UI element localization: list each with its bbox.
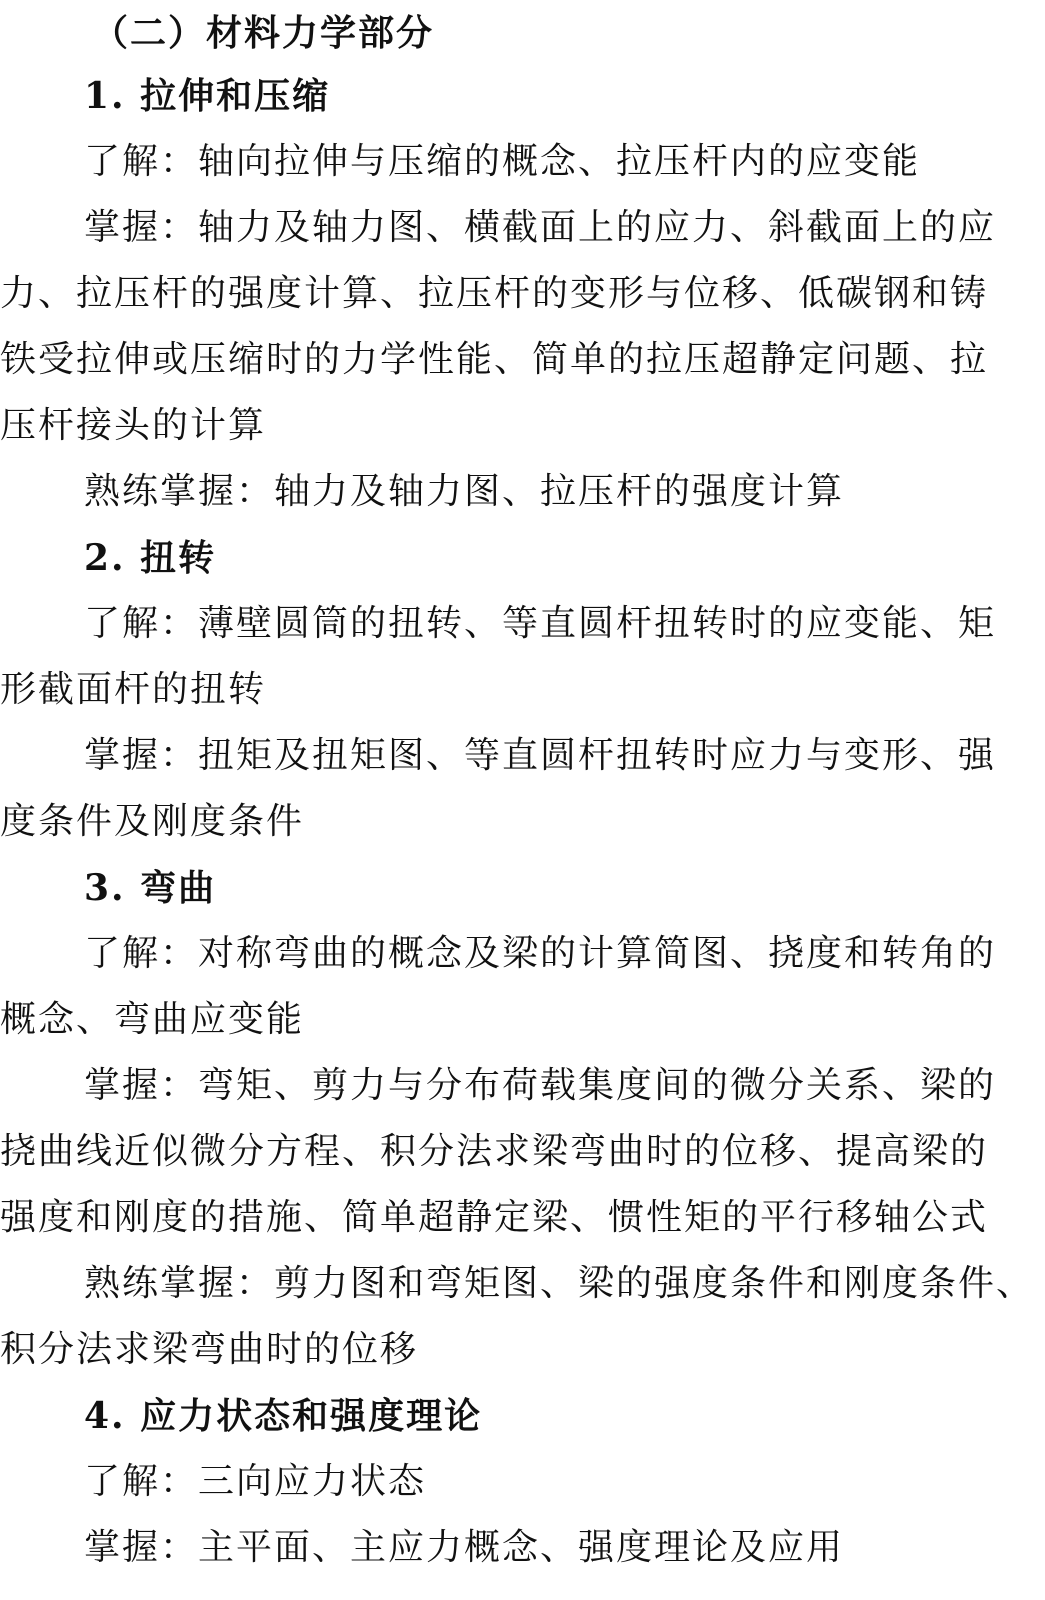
topic-1-line-4: 铁受拉伸或压缩时的力学性能、简单的拉压超静定问题、拉 [0,339,989,380]
topic-4-heading: 4. 应力状态和强度理论 [84,1395,483,1437]
topic-1-line-2: 掌握：轴力及轴力图、横截面上的应力、斜截面上的应 [84,207,997,248]
topic-1-line-6: 熟练掌握：轴力及轴力图、拉压杆的强度计算 [84,471,845,512]
topic-1-line-3: 力、拉压杆的强度计算、拉压杆的变形与位移、低碳钢和铸 [0,273,989,314]
topic-3-line-3: 掌握：弯矩、剪力与分布荷载集度间的微分关系、梁的 [84,1065,997,1106]
topic-3-line-5: 强度和刚度的措施、简单超静定梁、惯性矩的平行移轴公式 [0,1197,989,1238]
topic-3-line-4: 挠曲线近似微分方程、积分法求梁弯曲时的位移、提高梁的 [0,1131,989,1172]
topic-4-line-2: 掌握：主平面、主应力概念、强度理论及应用 [84,1527,845,1568]
topic-3-line-1: 了解：对称弯曲的概念及梁的计算简图、挠度和转角的 [84,933,997,974]
topic-2-line-2: 形截面杆的扭转 [0,669,267,710]
topic-2-line-4: 度条件及刚度条件 [0,801,305,842]
topic-1-line-5: 压杆接头的计算 [0,405,267,446]
topic-1-heading: 1. 拉伸和压缩 [84,75,331,117]
section-title: （二）材料力学部分 [92,12,435,54]
topic-3-line-6: 熟练掌握：剪力图和弯矩图、梁的强度条件和刚度条件、 [84,1263,1035,1304]
topic-2-heading: 2. 扭转 [84,537,217,579]
topic-2-line-3: 掌握：扭矩及扭矩图、等直圆杆扭转时应力与变形、强 [84,735,997,776]
topic-3-line-7: 积分法求梁弯曲时的位移 [0,1329,419,1370]
topic-3-heading: 3. 弯曲 [84,867,217,909]
topic-4-line-1: 了解：三向应力状态 [84,1461,427,1502]
topic-3-line-2: 概念、弯曲应变能 [0,999,305,1040]
topic-1-line-1: 了解：轴向拉伸与压缩的概念、拉压杆内的应变能 [84,141,921,182]
topic-2-line-1: 了解：薄壁圆筒的扭转、等直圆杆扭转时的应变能、矩 [84,603,997,644]
